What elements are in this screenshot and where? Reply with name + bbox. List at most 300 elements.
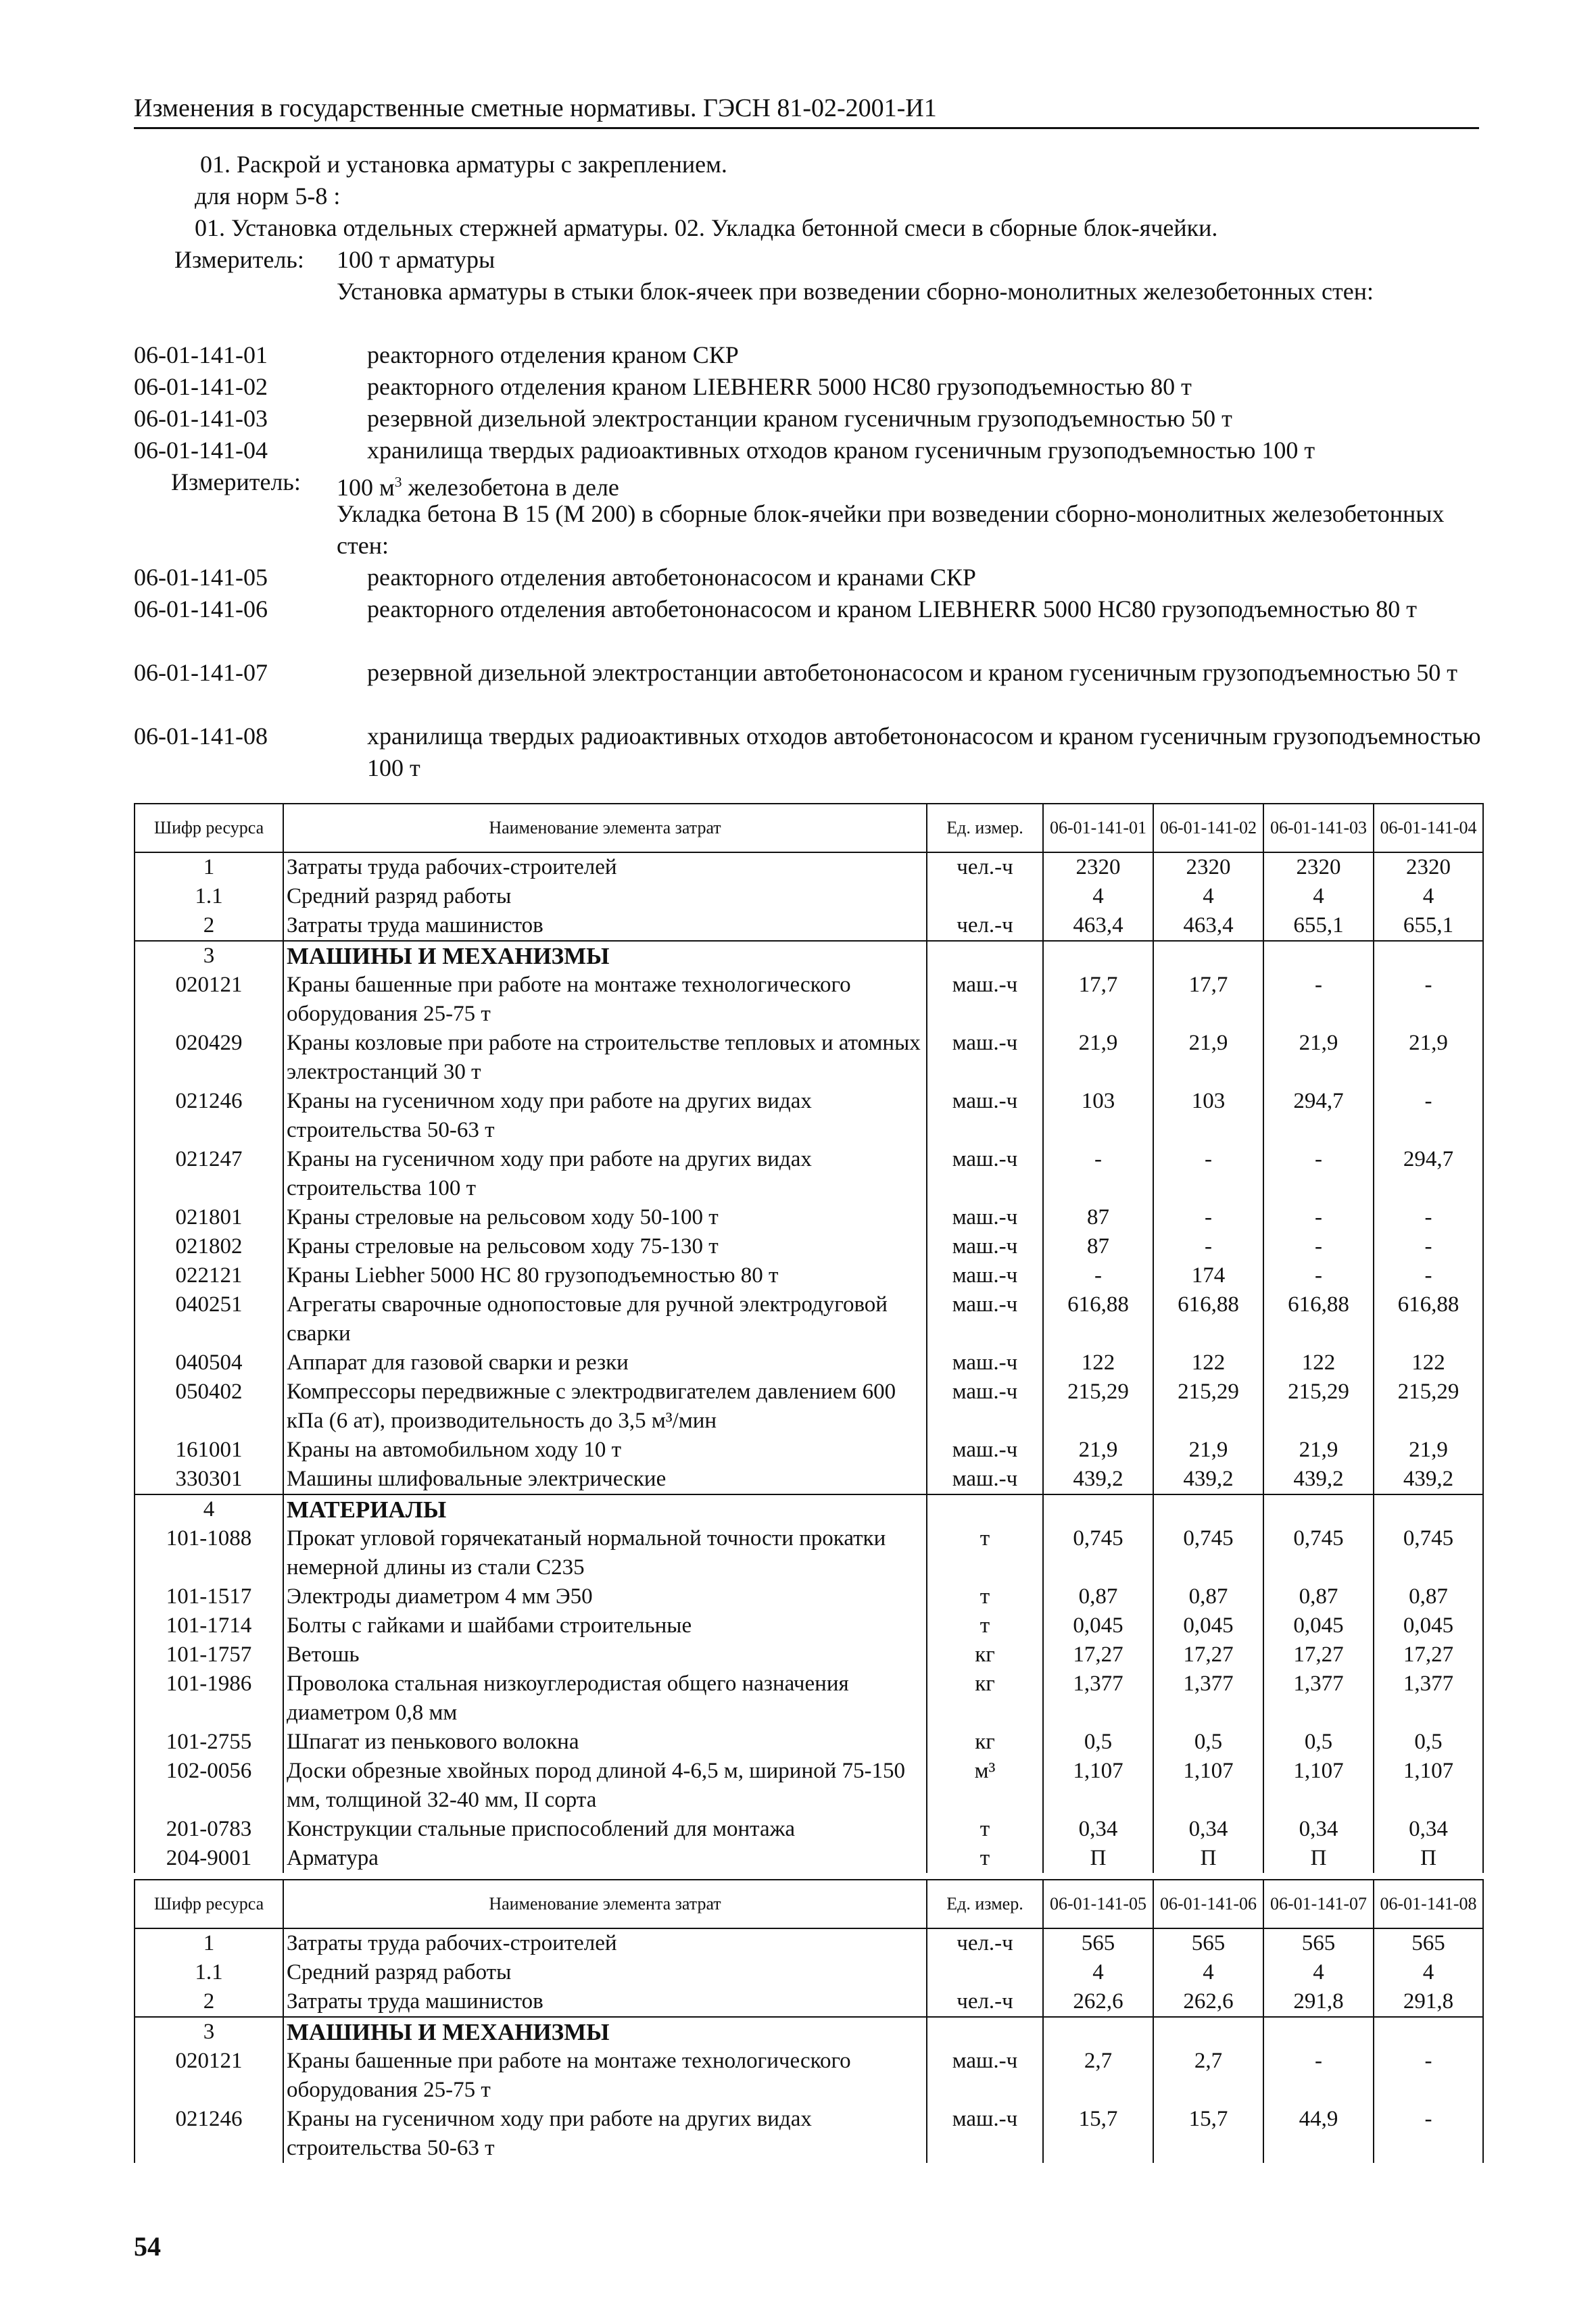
value-cell: 616,88 [1153, 1290, 1263, 1348]
value-cell: 565 [1043, 1928, 1153, 1958]
resource-name: Краны на автомобильном ходу 10 т [283, 1436, 927, 1465]
value-cell: 2,7 [1153, 2047, 1263, 2105]
resource-name: Краны Liebher 5000 НС 80 грузоподъемностью 80 т [283, 1261, 927, 1290]
value-cell [1374, 941, 1483, 971]
value-cell: 0,045 [1043, 1611, 1153, 1640]
resource-name: Краны стреловые на рельсовом ходу 75-130 т [283, 1232, 927, 1261]
value-cell: 616,88 [1374, 1290, 1483, 1348]
value-cell: 1,377 [1263, 1670, 1374, 1728]
column-header: 06-01-141-06 [1153, 1880, 1263, 1928]
resource-code: 2 [135, 1987, 283, 2017]
value-cell: 0,5 [1374, 1728, 1483, 1757]
resource-name: Краны на гусеничном ходу при работе на других видах строительства 100 т [283, 1145, 927, 1203]
resource-code: 2 [135, 911, 283, 941]
resource-name: МАШИНЫ И МЕХАНИЗМЫ [283, 2017, 927, 2047]
value-cell: 103 [1153, 1087, 1263, 1145]
table-row [135, 1815, 1483, 1844]
value-cell: 174 [1153, 1261, 1263, 1290]
value-cell: 122 [1263, 1348, 1374, 1378]
table-row [135, 1611, 1483, 1640]
resource-name: Машины шлифовальные электрические [283, 1465, 927, 1494]
table-row [135, 1494, 1483, 1524]
column-header: 06-01-141-07 [1263, 1880, 1374, 1928]
value-cell: - [1374, 1203, 1483, 1232]
unit: маш.-ч [927, 1087, 1043, 1145]
value-cell: 215,29 [1263, 1378, 1374, 1436]
value-cell: 655,1 [1374, 911, 1483, 941]
unit: маш.-ч [927, 2105, 1043, 2163]
value-cell: 15,7 [1153, 2105, 1263, 2163]
table-row [135, 1232, 1483, 1261]
table-row [135, 1757, 1483, 1815]
value-cell: 17,7 [1043, 971, 1153, 1029]
table-row [135, 1029, 1483, 1087]
value-cell: 21,9 [1263, 1436, 1374, 1465]
resource-table-1 [134, 803, 1484, 1873]
resource-code: 201-0783 [135, 1815, 283, 1844]
measure-label-2: Измеритель: [171, 468, 301, 495]
value-cell: 565 [1374, 1928, 1483, 1958]
norm-code: 06-01-141-03 [134, 405, 268, 432]
intro-block [134, 149, 1486, 784]
value-cell [1043, 941, 1153, 971]
table-row [135, 1261, 1483, 1290]
value-cell: 0,745 [1263, 1524, 1374, 1582]
resource-name: Болты с гайками и шайбами строительные [283, 1611, 927, 1640]
resource-code: 1.1 [135, 1958, 283, 1987]
value-cell: 0,045 [1263, 1611, 1374, 1640]
value-cell: - [1374, 2105, 1483, 2163]
unit [927, 1494, 1043, 1524]
table-row [135, 2047, 1483, 2105]
value-cell: П [1043, 1844, 1153, 1873]
value-cell: - [1374, 1087, 1483, 1145]
value-cell: П [1263, 1844, 1374, 1873]
value-cell: 0,34 [1263, 1815, 1374, 1844]
value-cell: 565 [1263, 1928, 1374, 1958]
norm-description: реакторного отделения автобетононасосом и краном LIEBHERR 5000 НС80 грузоподъемностью 80 т [367, 595, 1418, 623]
unit [927, 882, 1043, 911]
resource-code: 021802 [135, 1232, 283, 1261]
resource-code: 4 [135, 1494, 283, 1524]
unit: маш.-ч [927, 1029, 1043, 1087]
resource-code: 204-9001 [135, 1844, 283, 1873]
table-row [135, 1958, 1483, 1987]
resource-code: 1 [135, 1928, 283, 1958]
value-cell: 439,2 [1153, 1465, 1263, 1494]
value-cell: 1,377 [1043, 1670, 1153, 1728]
intro-line-3: 01. Установка отдельных стержней арматуры. 02. Укладка бетонной смеси в сборные блок-ячейки. [195, 214, 1218, 241]
value-cell: 1,107 [1263, 1757, 1374, 1815]
table-row [135, 1928, 1483, 1958]
value-cell: 215,29 [1043, 1378, 1153, 1436]
value-cell: 122 [1043, 1348, 1153, 1378]
value-cell: - [1374, 1232, 1483, 1261]
value-cell: - [1153, 1145, 1263, 1203]
value-cell: 44,9 [1263, 2105, 1374, 2163]
value-cell: 616,88 [1043, 1290, 1153, 1348]
column-header: Ед. измер. [927, 1880, 1043, 1928]
resource-name: Краны на гусеничном ходу при работе на других видах строительства 50-63 т [283, 1087, 927, 1145]
resource-name: Агрегаты сварочные однопостовые для ручной электродуговой сварки [283, 1290, 927, 1348]
resource-name: МАШИНЫ И МЕХАНИЗМЫ [283, 941, 927, 971]
resource-table-2 [134, 1879, 1484, 2163]
value-cell: 17,27 [1374, 1640, 1483, 1670]
value-cell: 0,87 [1263, 1582, 1374, 1611]
value-cell: 4 [1374, 882, 1483, 911]
resource-code: 3 [135, 941, 283, 971]
value-cell: 0,87 [1374, 1582, 1483, 1611]
value-cell: 21,9 [1374, 1029, 1483, 1087]
value-cell: 0,5 [1263, 1728, 1374, 1757]
table-row [135, 1348, 1483, 1378]
resource-code: 040504 [135, 1348, 283, 1378]
unit: маш.-ч [927, 1436, 1043, 1465]
value-cell: 15,7 [1043, 2105, 1153, 2163]
value-cell [1153, 2017, 1263, 2047]
value-cell: 21,9 [1153, 1436, 1263, 1465]
unit: кг [927, 1728, 1043, 1757]
resource-name: Средний разряд работы [283, 1958, 927, 1987]
value-cell: 0,745 [1153, 1524, 1263, 1582]
table-row [135, 2105, 1483, 2163]
column-header: 06-01-141-01 [1043, 804, 1153, 852]
table-row [135, 1987, 1483, 2017]
norm-code: 06-01-141-02 [134, 373, 268, 400]
table-row [135, 1524, 1483, 1582]
resource-code: 1 [135, 852, 283, 882]
resource-name: Краны козловые при работе на строительстве тепловых и атомных электростанций 30 т [283, 1029, 927, 1087]
unit: маш.-ч [927, 1465, 1043, 1494]
value-cell: 4 [1153, 882, 1263, 911]
value-cell: 0,745 [1043, 1524, 1153, 1582]
value-cell: 294,7 [1374, 1145, 1483, 1203]
resource-name: Шпагат из пенькового волокна [283, 1728, 927, 1757]
resource-code: 3 [135, 2017, 283, 2047]
resource-name: Затраты труда рабочих-строителей [283, 1928, 927, 1958]
norm-description: хранилища твердых радиоактивных отходов краном гусеничным грузоподъемностью 100 т [367, 437, 1315, 464]
value-cell: П [1374, 1844, 1483, 1873]
measure-value-1: 100 т арматуры [337, 246, 495, 273]
value-cell: 565 [1153, 1928, 1263, 1958]
norm-description: хранилища твердых радиоактивных отходов автобетононасосом и краном гусеничным грузоподъемностью 100 т [367, 723, 1481, 781]
page-header: Изменения в государственные сметные нормативы. ГЭСН 81-02-2001-И1 [134, 93, 1479, 129]
value-cell: 4 [1374, 1958, 1483, 1987]
resource-code: 161001 [135, 1436, 283, 1465]
value-cell: 2320 [1043, 852, 1153, 882]
column-header: 06-01-141-03 [1263, 804, 1374, 852]
value-cell: - [1153, 1232, 1263, 1261]
norm-description: реакторного отделения краном СКР [367, 341, 739, 368]
column-header: Шифр ресурса [135, 1880, 283, 1928]
value-cell: 215,29 [1374, 1378, 1483, 1436]
value-cell: 0,5 [1153, 1728, 1263, 1757]
value-cell: 4 [1263, 1958, 1374, 1987]
value-cell: 4 [1043, 882, 1153, 911]
resource-code: 020429 [135, 1029, 283, 1087]
value-cell: - [1263, 1261, 1374, 1290]
value-cell [1263, 2017, 1374, 2047]
resource-name: Затраты труда машинистов [283, 1987, 927, 2017]
resource-code: 021246 [135, 2105, 283, 2163]
value-cell: 4 [1153, 1958, 1263, 1987]
table-row [135, 911, 1483, 941]
resource-code: 330301 [135, 1465, 283, 1494]
value-cell: - [1043, 1261, 1153, 1290]
value-cell: 17,27 [1043, 1640, 1153, 1670]
resource-name: Затраты труда машинистов [283, 911, 927, 941]
value-cell: 262,6 [1043, 1987, 1153, 2017]
value-cell: 21,9 [1374, 1436, 1483, 1465]
value-cell: 655,1 [1263, 911, 1374, 941]
unit: чел.-ч [927, 852, 1043, 882]
value-cell: 262,6 [1153, 1987, 1263, 2017]
resource-name: Проволока стальная низкоуглеродистая общего назначения диаметром 0,8 мм [283, 1670, 927, 1728]
norm-description: реакторного отделения автобетононасосом и кранами СКР [367, 564, 976, 591]
value-cell: 21,9 [1153, 1029, 1263, 1087]
value-cell [1263, 1494, 1374, 1524]
value-cell [1153, 1494, 1263, 1524]
value-cell: 0,045 [1153, 1611, 1263, 1640]
unit: т [927, 1524, 1043, 1582]
resource-name: Компрессоры передвижные с электродвигателем давлением 600 кПа (6 ат), производительность до 3,5 м³/мин [283, 1378, 927, 1436]
unit: маш.-ч [927, 1378, 1043, 1436]
unit [927, 941, 1043, 971]
value-cell: 103 [1043, 1087, 1153, 1145]
table-row [135, 1378, 1483, 1436]
intro-line-1: 01. Раскрой и установка арматуры с закреплением. [200, 151, 727, 178]
group2-title: Укладка бетона В 15 (М 200) в сборные блок-ячейки при возведении сборно-монолитных железобетонных стен: [337, 500, 1445, 559]
unit: чел.-ч [927, 911, 1043, 941]
value-cell [1374, 2017, 1483, 2047]
unit: маш.-ч [927, 1290, 1043, 1348]
table-row [135, 1465, 1483, 1494]
table-row [135, 1728, 1483, 1757]
unit: кг [927, 1640, 1043, 1670]
value-cell: 439,2 [1043, 1465, 1153, 1494]
resource-code: 022121 [135, 1261, 283, 1290]
value-cell: - [1263, 1203, 1374, 1232]
table-row [135, 941, 1483, 971]
resource-name: Аппарат для газовой сварки и резки [283, 1348, 927, 1378]
resource-name: Затраты труда рабочих-строителей [283, 852, 927, 882]
resource-name: Краны стреловые на рельсовом ходу 50-100 т [283, 1203, 927, 1232]
resource-code: 020121 [135, 971, 283, 1029]
value-cell [1043, 1494, 1153, 1524]
norm-description: реакторного отделения краном LIEBHERR 5000 НС80 грузоподъемностью 80 т [367, 373, 1192, 400]
column-header: Ед. измер. [927, 804, 1043, 852]
resource-code: 101-1714 [135, 1611, 283, 1640]
value-cell: 1,107 [1043, 1757, 1153, 1815]
table-row [135, 1670, 1483, 1728]
value-cell [1263, 941, 1374, 971]
value-cell: 439,2 [1263, 1465, 1374, 1494]
resource-name: Электроды диаметром 4 мм Э50 [283, 1582, 927, 1611]
resource-code: 1.1 [135, 882, 283, 911]
resource-code: 102-0056 [135, 1757, 283, 1815]
group1-list [134, 339, 1486, 466]
value-cell [1374, 1494, 1483, 1524]
value-cell: - [1263, 1145, 1374, 1203]
norm-code: 06-01-141-06 [134, 595, 268, 623]
value-cell: 291,8 [1263, 1987, 1374, 2017]
resource-code: 021246 [135, 1087, 283, 1145]
value-cell: 122 [1374, 1348, 1483, 1378]
value-cell: - [1263, 1232, 1374, 1261]
value-cell: 0,87 [1153, 1582, 1263, 1611]
norm-description: резервной дизельной электростанции автобетононасосом и краном гусеничным грузоподъемностью 50 т [367, 659, 1458, 686]
value-cell: 17,7 [1153, 971, 1263, 1029]
resource-code: 101-2755 [135, 1728, 283, 1757]
value-cell: 2,7 [1043, 2047, 1153, 2105]
unit: т [927, 1582, 1043, 1611]
resource-name: Ветошь [283, 1640, 927, 1670]
value-cell: П [1153, 1844, 1263, 1873]
value-cell: 463,4 [1153, 911, 1263, 941]
value-cell: 1,377 [1153, 1670, 1263, 1728]
norm-code: 06-01-141-05 [134, 564, 268, 591]
norm-code: 06-01-141-01 [134, 341, 268, 368]
norm-description: резервной дизельной электростанции краном гусеничным грузоподъемностью 50 т [367, 405, 1232, 432]
value-cell: - [1153, 1203, 1263, 1232]
resource-name: Арматура [283, 1844, 927, 1873]
unit [927, 2017, 1043, 2047]
resource-name: Краны на гусеничном ходу при работе на других видах строительства 50-63 т [283, 2105, 927, 2163]
unit: маш.-ч [927, 2047, 1043, 2105]
value-cell: 2320 [1374, 852, 1483, 882]
column-header: Наименование элемента затрат [283, 1880, 927, 1928]
column-header: 06-01-141-04 [1374, 804, 1483, 852]
value-cell: 0,34 [1043, 1815, 1153, 1844]
resource-name: Доски обрезные хвойных пород длиной 4-6,5 м, шириной 75-150 мм, толщиной 32-40 мм, II сорта [283, 1757, 927, 1815]
value-cell: - [1263, 971, 1374, 1029]
value-cell: - [1374, 971, 1483, 1029]
resource-name: Краны башенные при работе на монтаже технологического оборудования 25-75 т [283, 2047, 927, 2105]
value-cell: - [1374, 1261, 1483, 1290]
table-row [135, 882, 1483, 911]
table-row [135, 1640, 1483, 1670]
group2-list [134, 562, 1486, 784]
value-cell: 2320 [1153, 852, 1263, 882]
value-cell: 87 [1043, 1232, 1153, 1261]
unit: т [927, 1611, 1043, 1640]
resource-code: 040251 [135, 1290, 283, 1348]
measure-value-2: 100 $м^3$ железобетона в деле [337, 474, 619, 501]
unit: м³ [927, 1757, 1043, 1815]
resource-code: 021247 [135, 1145, 283, 1203]
resource-code: 020121 [135, 2047, 283, 2105]
column-header: Наименование элемента затрат [283, 804, 927, 852]
column-header: 06-01-141-02 [1153, 804, 1263, 852]
value-cell: 291,8 [1374, 1987, 1483, 2017]
value-cell: 463,4 [1043, 911, 1153, 941]
value-cell: - [1263, 2047, 1374, 2105]
column-header: 06-01-141-05 [1043, 1880, 1153, 1928]
value-cell: 122 [1153, 1348, 1263, 1378]
resource-code: 101-1986 [135, 1670, 283, 1728]
value-cell: 4 [1043, 1958, 1153, 1987]
value-cell: 439,2 [1374, 1465, 1483, 1494]
unit: маш.-ч [927, 1232, 1043, 1261]
value-cell: 87 [1043, 1203, 1153, 1232]
value-cell: 1,107 [1153, 1757, 1263, 1815]
value-cell: 0,34 [1374, 1815, 1483, 1844]
value-cell: 17,27 [1263, 1640, 1374, 1670]
unit: маш.-ч [927, 1145, 1043, 1203]
value-cell: 21,9 [1043, 1029, 1153, 1087]
resource-code: 050402 [135, 1378, 283, 1436]
resource-name: МАТЕРИАЛЫ [283, 1494, 927, 1524]
value-cell [1153, 941, 1263, 971]
norm-code: 06-01-141-07 [134, 659, 268, 686]
table-row [135, 852, 1483, 882]
value-cell: 1,377 [1374, 1670, 1483, 1728]
value-cell: 616,88 [1263, 1290, 1374, 1348]
measure-label-1: Измеритель: [174, 246, 304, 273]
resource-code: 021801 [135, 1203, 283, 1232]
norm-code: 06-01-141-04 [134, 437, 268, 464]
column-header: Шифр ресурса [135, 804, 283, 852]
unit [927, 1958, 1043, 1987]
resource-name: Краны башенные при работе на монтаже технологического оборудования 25-75 т [283, 971, 927, 1029]
table-row [135, 1844, 1483, 1873]
table-row [135, 1087, 1483, 1145]
value-cell: 0,045 [1374, 1611, 1483, 1640]
value-cell: 0,87 [1043, 1582, 1153, 1611]
table-row [135, 1145, 1483, 1203]
table-row [135, 1582, 1483, 1611]
column-header: 06-01-141-08 [1374, 1880, 1483, 1928]
resource-code: 101-1517 [135, 1582, 283, 1611]
value-cell: - [1374, 2047, 1483, 2105]
value-cell: 1,107 [1374, 1757, 1483, 1815]
resource-name: Конструкции стальные приспособлений для монтажа [283, 1815, 927, 1844]
value-cell: 215,29 [1153, 1378, 1263, 1436]
table-row [135, 1290, 1483, 1348]
value-cell: 0,745 [1374, 1524, 1483, 1582]
unit: т [927, 1844, 1043, 1873]
unit: т [927, 1815, 1043, 1844]
value-cell: - [1043, 1145, 1153, 1203]
unit: маш.-ч [927, 1348, 1043, 1378]
table-row [135, 1203, 1483, 1232]
value-cell: 294,7 [1263, 1087, 1374, 1145]
resource-code: 101-1088 [135, 1524, 283, 1582]
table-row [135, 2017, 1483, 2047]
group1-title: Установка арматуры в стыки блок-ячеек при возведении сборно-монолитных железобетонных стен: [337, 278, 1374, 305]
value-cell: 21,9 [1263, 1029, 1374, 1087]
resource-name: Прокат угловой горячекатаный нормальной точности прокатки немерной длины из стали С235 [283, 1524, 927, 1582]
value-cell: 21,9 [1043, 1436, 1153, 1465]
unit: чел.-ч [927, 1987, 1043, 2017]
resource-code: 101-1757 [135, 1640, 283, 1670]
value-cell: 0,5 [1043, 1728, 1153, 1757]
unit: маш.-ч [927, 971, 1043, 1029]
norm-code: 06-01-141-08 [134, 723, 268, 750]
intro-line-2: для норм 5-8 : [195, 182, 341, 210]
page-number: 54 [134, 2231, 161, 2262]
value-cell [1043, 2017, 1153, 2047]
table-row [135, 971, 1483, 1029]
value-cell: 0,34 [1153, 1815, 1263, 1844]
resource-name: Средний разряд работы [283, 882, 927, 911]
value-cell: 2320 [1263, 852, 1374, 882]
unit: чел.-ч [927, 1928, 1043, 1958]
unit: маш.-ч [927, 1203, 1043, 1232]
unit: маш.-ч [927, 1261, 1043, 1290]
value-cell: 17,27 [1153, 1640, 1263, 1670]
value-cell: 4 [1263, 882, 1374, 911]
